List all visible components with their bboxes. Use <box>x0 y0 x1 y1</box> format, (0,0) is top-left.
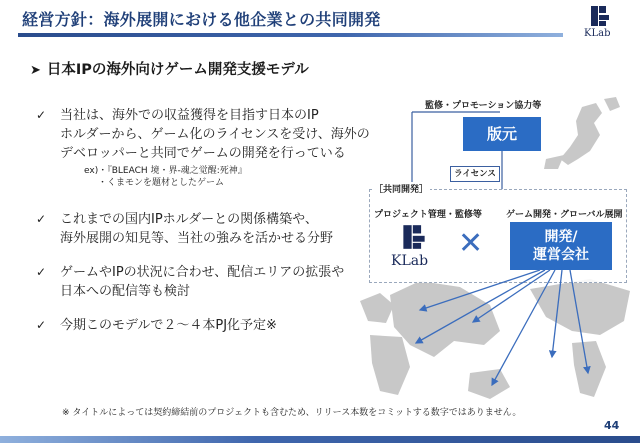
check-icon: ✓ <box>36 212 47 226</box>
cross-icon: ✕ <box>458 226 484 261</box>
arrow-asia <box>473 270 550 322</box>
arrow-europe <box>420 270 540 310</box>
section-title: 日本IPの海外向けゲーム開発支援モデル <box>46 62 309 78</box>
bullet-line: 日本への配信等も検討 <box>60 284 191 299</box>
bullet-line: 海外展開の知見等、当社の強みを活かせる分野 <box>60 231 334 246</box>
bullet-line: 今期このモデルで２～４本PJ化予定※ <box>60 318 277 333</box>
check-icon: ✓ <box>36 265 47 279</box>
arrow-south-america <box>570 270 588 373</box>
bullet-line: 当社は、海外での収益獲得を目指す日本のIP <box>60 108 319 123</box>
page-title: 経営方針：海外展開における他企業との共同開発 <box>22 10 381 29</box>
arrow-north-america <box>552 270 562 357</box>
top-label: 監修・プロモーション協力等 <box>425 101 542 111</box>
bullet-line: ゲームやIPの状況に合わせ、配信エリアの拡張や <box>60 265 345 280</box>
publisher-box: 版元 <box>463 117 541 151</box>
developer-line-1: 開発/ <box>544 229 578 245</box>
bullet-line: ホルダーから、ゲーム化のライセンスを受け、海外の <box>60 127 370 142</box>
bottom-bar <box>0 436 640 443</box>
klab-diagram-logo-text: KLab <box>391 253 429 269</box>
example-line-2: ・くまモンを題材としたゲーム <box>98 178 225 188</box>
joint-label: ［共同開発］ <box>372 182 430 195</box>
developer-line-2: 運営会社 <box>533 247 589 263</box>
left-role-label: プロジェクト管理・監修等 <box>374 210 482 220</box>
page-number: 44 <box>604 419 620 432</box>
example-line-1: ex)・『BLEACH 境・界-魂之觉醒:死神』 <box>84 166 247 176</box>
footnote: ※ タイトルによっては契約締結前のプロジェクトも含むため、リリース本数をコミットする数字ではありません。 <box>62 408 522 418</box>
bullet-line: これまでの国内IPホルダーとの関係構築や、 <box>60 212 318 227</box>
right-role-label: ゲーム開発・グローバル展開 <box>506 210 623 220</box>
check-icon: ✓ <box>36 318 47 332</box>
bullet-line: デベロッパーと共同でゲームの開発を行っている <box>60 146 346 161</box>
arrow-africa <box>416 270 545 343</box>
license-label: ライセンス <box>450 166 500 182</box>
arrow-icon: ➤ <box>30 63 41 78</box>
check-icon: ✓ <box>36 108 47 122</box>
klab-logo-text: KLab <box>584 28 611 39</box>
